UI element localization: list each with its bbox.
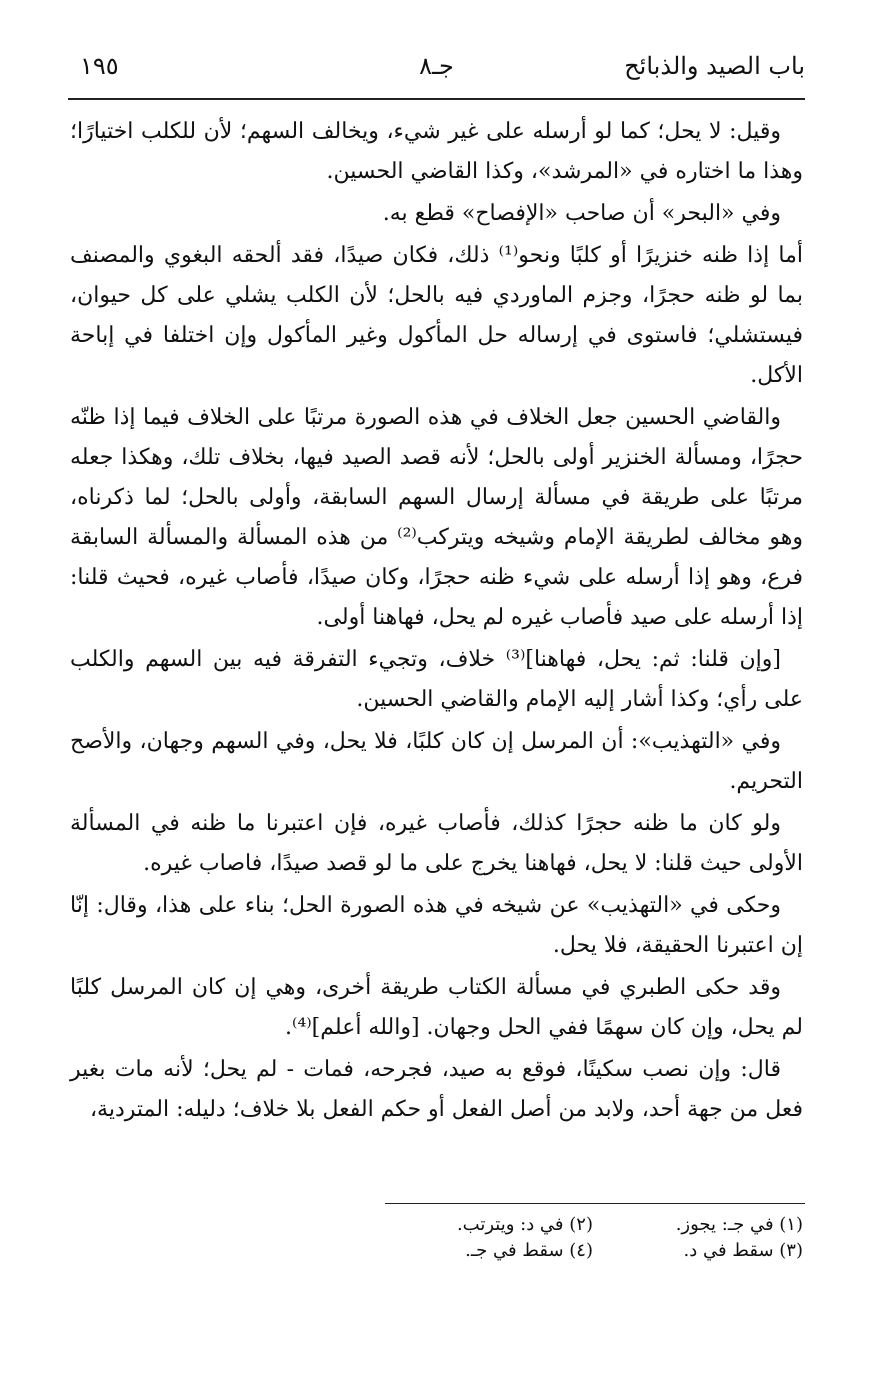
paragraph: قال: وإن نصب سكينًا، فوقع به صيد، فجرحه، فمات - لم يحل؛ لأنه مات بغير فعل من جهة أحد، ولابد من أصل الفعل أو حكم الفعل بلا خلاف؛ دليله: المتردية، [70, 1057, 803, 1122]
paragraph: وفي «البحر» أن صاحب «الإفصاح» قطع به. [382, 201, 781, 226]
section-title: باب الصيد والذبائح [624, 52, 805, 80]
footnotes [383, 1212, 803, 1264]
page-header [68, 52, 805, 96]
footnote: (٤) سقط في جـ. [465, 1240, 593, 1261]
footnote: (٣) سقط في د. [683, 1240, 803, 1261]
footnote-row [383, 1238, 803, 1264]
footnote: (١) في جـ: يجوز. [675, 1214, 803, 1235]
paragraph: [وإن قلنا: ثم: يحل، فهاهنا]⁽³⁾ خلاف، وتجيء التفرقة فيه بين السهم والكلب على رأي؛ وكذا أشار إليه الإمام والقاضي الحسين. [70, 647, 803, 712]
footnote-row [383, 1212, 803, 1238]
paragraph: أما إذا ظنه خنزيرًا أو كلبًا ونحو⁽¹⁾ ذلك، فكان صيدًا، فقد ألحقه البغوي والمصنف بما لو ظنه حجرًا، وجزم الماوردي فيه بالحل؛ لأن الكلب يشلي على كل حيوان، فيستشلي؛ فاستوى في إرساله حل المأكول وغير المأكول وإن اختلفا في إباحة الأكل. [70, 243, 803, 388]
paragraph: وقد حكى الطبري في مسألة الكتاب طريقة أخرى، وهي إن كان المرسل كلبًا لم يحل، وإن كان سهمًا ففي الحل وجهان. [والله أعلم]⁽⁴⁾. [70, 975, 803, 1040]
paragraph: وفي «التهذيب»: أن المرسل إن كان كلبًا، فلا يحل، وفي السهم وجهان، والأصح التحريم. [70, 729, 803, 794]
paragraph: والقاضي الحسين جعل الخلاف في هذه الصورة مرتبًا على الخلاف فيما إذا ظنّه حجرًا، ومسألة الخنزير أولى بالحل؛ لأنه قصد الصيد فيها، بخلاف تلك، وهكذا جعله مرتبًا على طريقة في مسألة إرسال السهم السابقة، وأولى بالحل؛ لما ذكرناه، وهو مخالف لطريقة الإمام وشيخه ويتركب⁽²⁾ من هذه المسألة والمسألة السابقة فرع، وهو إذا أرسله على شيء ظنه حجرًا، وكان صيدًا، فأصاب غيره، فحيث قلنا: إذا أرسله على صيد فأصاب غيره لم يحل، فهاهنا أولى. [70, 405, 803, 630]
header-rule [68, 98, 805, 100]
paragraph: وقيل: لا يحل؛ كما لو أرسله على غير شيء، ويخالف السهم؛ لأن للكلب اختيارًا؛ وهذا ما اختاره في «المرشد»، وكذا القاضي الحسين. [70, 119, 803, 184]
page-number: ١٩٥ [80, 52, 119, 80]
footnote: (٢) في د: ويترتب. [456, 1214, 593, 1235]
main-text [70, 112, 803, 1132]
paragraph: وحكى في «التهذيب» عن شيخه في هذه الصورة الحل؛ بناء على هذا، وقال: إنّا إن اعتبرنا الحقيقة، فلا يحل. [70, 893, 803, 958]
footnote-rule [385, 1203, 805, 1204]
volume-label: جـ٨ [419, 52, 454, 80]
paragraph: ولو كان ما ظنه حجرًا كذلك، فأصاب غيره، فإن اعتبرنا ما ظنه في المسألة الأولى حيث قلنا: لا يحل، فهاهنا يخرج على ما لو قصد صيدًا، فاصاب غيره. [70, 811, 803, 876]
